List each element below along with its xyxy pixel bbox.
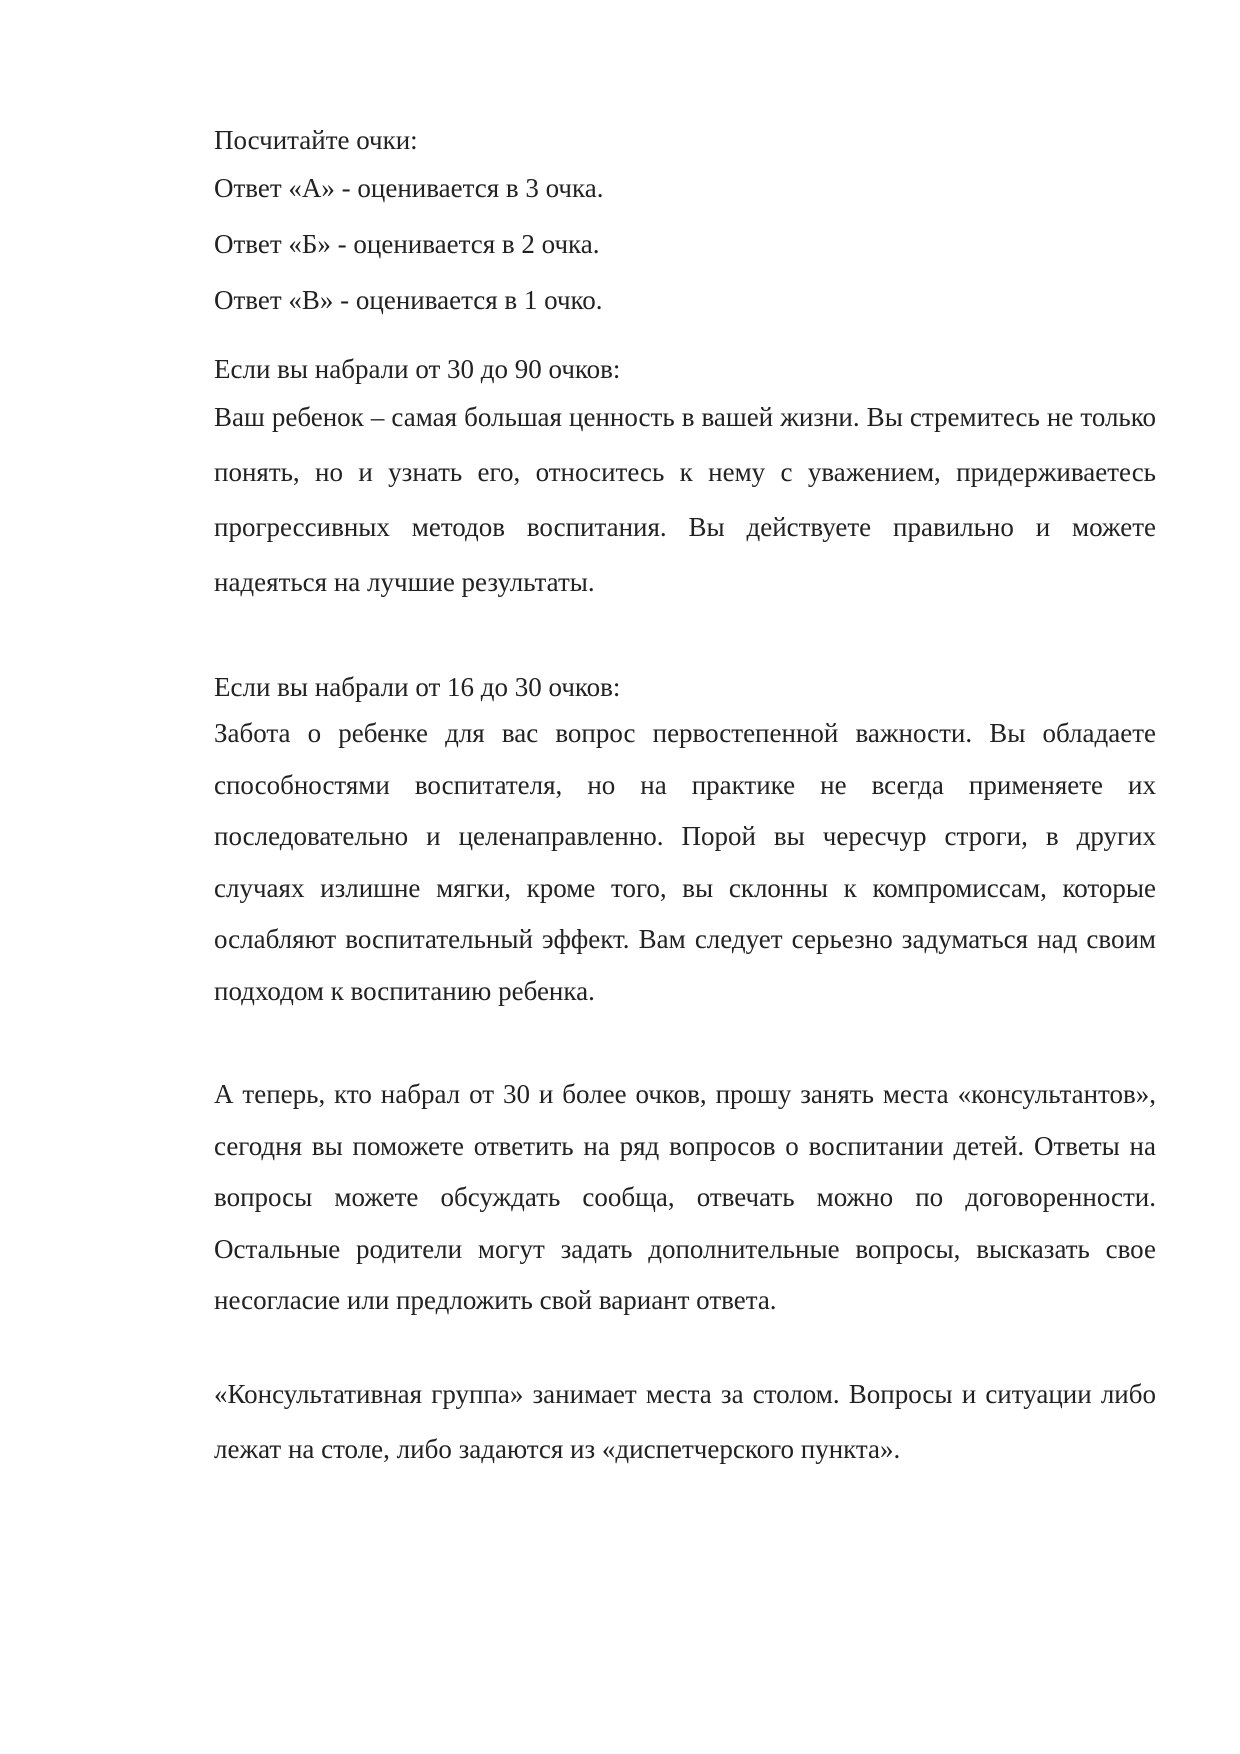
scoring-rule-b: Ответ «Б» - оценивается в 2 очка. — [214, 229, 600, 259]
scoring-section — [214, 120, 1156, 328]
document-body — [214, 120, 1156, 1477]
group-section — [214, 1367, 1156, 1477]
result-high-paragraph: Ваш ребенок – самая большая ценность в вашей жизни. Вы стремитесь не только понять, но и узнать его, относитесь к нему с уважением, придерживаетесь прогрессивных методов воспитания. Вы действуете правильно и можете надеяться на лучшие результаты. — [214, 402, 1156, 597]
group-paragraph: «Консультативная группа» занимает места за столом. Вопросы и ситуации либо лежат на столе, либо задаются из «диспетчерского пункта». — [214, 1378, 1156, 1464]
consultants-paragraph: А теперь, кто набрал от 30 и более очков, прошу занять места «консультантов», сегодня вы поможете ответить на ряд вопросов о воспитании детей. Ответы на вопросы можете обсуждать сообща, отвечать можно по договоренности. Остальные родители могут задать дополнительные вопросы, высказать свое несогласие или предложить свой вариант ответа. — [214, 1079, 1156, 1315]
result-high-section — [214, 348, 1156, 610]
result-mid-heading: Если вы набрали от 16 до 30 очков: — [214, 672, 621, 702]
scoring-rule-a: Ответ «А» - оценивается в 3 очка. — [214, 173, 604, 203]
result-high-heading: Если вы набрали от 30 до 90 очков: — [214, 354, 621, 384]
scoring-rule-v: Ответ «В» - оценивается в 1 очко. — [214, 285, 603, 315]
result-mid-section — [214, 666, 1156, 1017]
result-mid-paragraph: Забота о ребенке для вас вопрос первостепенной важности. Вы обладаете способностями воспитателя, но на практике не всегда применяете их последовательно и целенаправленно. Порой вы чересчур строги, в других случаях излишне мягки, кроме того, вы склонны к компромиссам, которые ослабляют воспитательный эффект. Вам следует серьезно задуматься над своим подходом к воспитанию ребенка. — [214, 718, 1156, 1006]
consultants-section — [214, 1069, 1156, 1327]
scoring-heading: Посчитайте очки: — [214, 125, 418, 155]
